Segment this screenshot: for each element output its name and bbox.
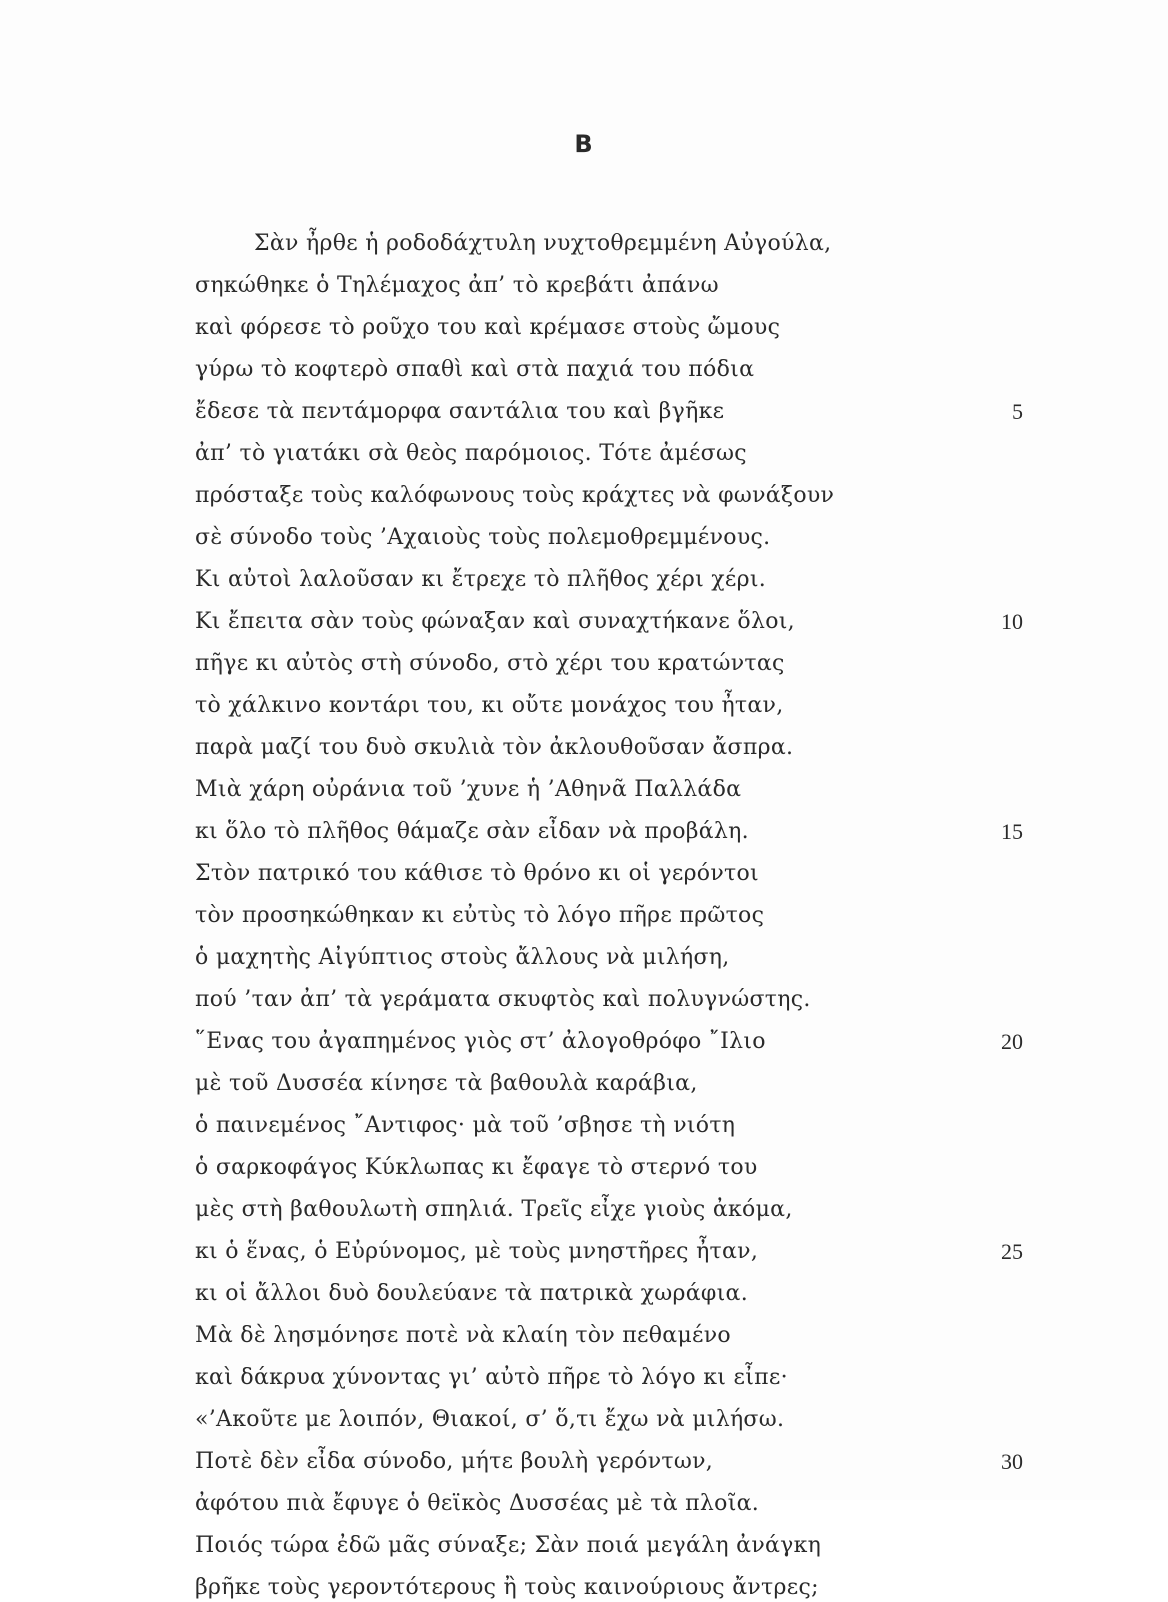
- verse-line-16: Στὸν πατρικό του κάθισε τὸ θρόνο κι οἱ γερόντοι: [195, 861, 759, 886]
- line-number-25: 25: [1001, 1239, 1023, 1264]
- verse-line-3: καὶ φόρεσε τὸ ροῦχο του καὶ κρέμασε στοὺς ὤμους: [195, 315, 781, 340]
- verse-line-17: τὸν προσηκώθηκαν κι εὐτὺς τὸ λόγο πῆρε πρῶτος: [195, 903, 765, 928]
- verse-line-31: ἀφότου πιὰ ἔφυγε ὁ θεϊκὸς Δυσσέας μὲ τὰ πλοῖα.: [195, 1491, 760, 1516]
- verse-line-10: Κι ἔπειτα σὰν τοὺς φώναξαν καὶ συναχτήκανε ὅλοι,: [195, 609, 795, 634]
- verse-line-26: κι οἱ ἄλλοι δυὸ δουλεύανε τὰ πατρικὰ χωράφια.: [195, 1281, 749, 1306]
- verse-line-18: ὁ μαχητὴς Αἰγύπτιος στοὺς ἄλλους νὰ μιλήση,: [195, 945, 730, 970]
- verse-line-28: καὶ δάκρυα χύνοντας γι’ αὐτὸ πῆρε τὸ λόγο κι εἶπε·: [195, 1365, 788, 1390]
- book-heading: Β: [574, 130, 594, 158]
- line-number-15: 15: [1001, 819, 1023, 844]
- line-number-30: 30: [1001, 1449, 1023, 1474]
- verse-line-33: βρῆκε τοὺς γεροντότερους ἢ τοὺς καινούριους ἄντρες;: [195, 1575, 819, 1600]
- verse-line-5: ἔδεσε τὰ πεντάμορφα σαντάλια του καὶ βγῆκε: [195, 399, 725, 424]
- verse-line-2: σηκώθηκε ὁ Τηλέμαχος ἀπ’ τὸ κρεβάτι ἀπάνω: [195, 273, 719, 298]
- verse-line-11: πῆγε κι αὐτὸς στὴ σύνοδο, στὸ χέρι του κρατώντας: [195, 651, 785, 676]
- verse-line-20: ῞Ενας του ἀγαπημένος γιὸς στ’ ἀλογοθρόφο ῎Ιλιο: [195, 1029, 766, 1054]
- verse-line-19: πού ’ταν ἀπ’ τὰ γεράματα σκυφτὸς καὶ πολυγνώστης.: [195, 987, 811, 1012]
- line-number-10: 10: [1001, 609, 1023, 634]
- verse-line-14: Μιὰ χάρη οὐράνια τοῦ ’χυνε ἡ ’Αθηνᾶ Παλλάδα: [195, 777, 742, 802]
- verse-line-12: τὸ χάλκινο κοντάρι του, κι οὔτε μονάχος του ἦταν,: [195, 693, 784, 718]
- verse-line-23: ὁ σαρκοφάγος Κύκλωπας κι ἔφαγε τὸ στερνό του: [195, 1155, 758, 1180]
- verse-line-24: μὲς στὴ βαθουλωτὴ σπηλιά. Τρεῖς εἶχε γιοὺς ἀκόμα,: [195, 1197, 793, 1222]
- verse-line-29: «’Ακοῦτε με λοιπόν, Θιακοί, σ’ ὅ,τι ἔχω νὰ μιλήσω.: [195, 1407, 785, 1432]
- verse-line-13: παρὰ μαζί του δυὸ σκυλιὰ τὸν ἀκλουθοῦσαν ἄσπρα.: [195, 735, 794, 760]
- verse-line-6: ἀπ’ τὸ γιατάκι σὰ θεὸς παρόμοιος. Τότε ἀμέσως: [195, 441, 747, 466]
- verse-line-8: σὲ σύνοδο τοὺς ’Αχαιοὺς τοὺς πολεμοθρεμμένους.: [195, 525, 771, 550]
- verse-line-32: Ποιός τώρα ἐδῶ μᾶς σύναξε; Σὰν ποιά μεγάλη ἀνάγκη: [195, 1533, 822, 1558]
- verse-line-22: ὁ παινεμένος ῎Αντιφος· μὰ τοῦ ’σβησε τὴ νιότη: [195, 1113, 736, 1138]
- line-number-5: 5: [1012, 399, 1023, 424]
- verse-line-15: κι ὅλο τὸ πλῆθος θάμαζε σὰν εἶδαν νὰ προβάλη.: [195, 819, 749, 844]
- verse-line-25: κι ὁ ἕνας, ὁ Εὐρύνομος, μὲ τοὺς μνηστῆρες ἦταν,: [195, 1239, 759, 1264]
- verse-line-4: γύρω τὸ κοφτερὸ σπαθὶ καὶ στὰ παχιά του πόδια: [195, 357, 755, 382]
- line-number-20: 20: [1001, 1029, 1023, 1054]
- verse-line-7: πρόσταξε τοὺς καλόφωνους τοὺς κράχτες νὰ φωνάξουν: [195, 483, 835, 508]
- verse-line-1: Σὰν ἦρθε ἡ ροδοδάχτυλη νυχτοθρεμμένη Αὐγούλα,: [254, 231, 832, 256]
- verse-line-30: Ποτὲ δὲν εἶδα σύνοδο, μήτε βουλὴ γερόντων,: [195, 1449, 714, 1474]
- verse-line-9: Κι αὐτοὶ λαλοῦσαν κι ἔτρεχε τὸ πλῆθος χέρι χέρι.: [195, 567, 767, 592]
- verse-line-21: μὲ τοῦ Δυσσέα κίνησε τὰ βαθουλὰ καράβια,: [195, 1071, 698, 1096]
- verse-line-27: Μὰ δὲ λησμόνησε ποτὲ νὰ κλαίη τὸν πεθαμένο: [195, 1323, 731, 1348]
